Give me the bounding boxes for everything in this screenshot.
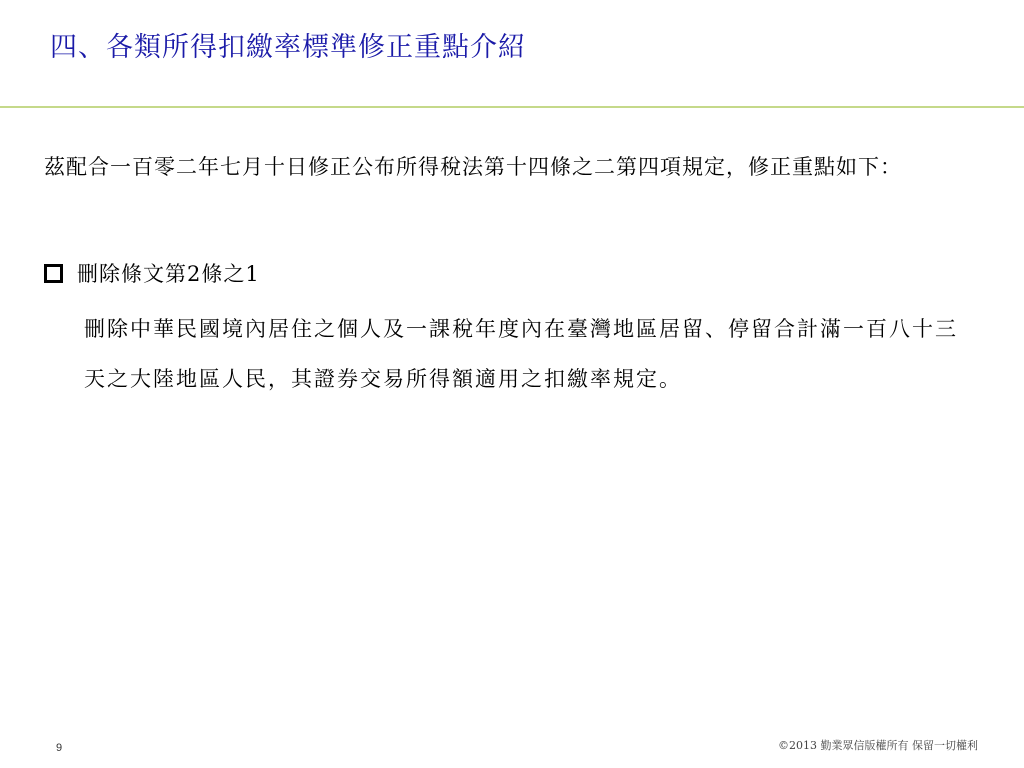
slide-title: 四、各類所得扣繳率標準修正重點介紹 [50, 32, 526, 63]
title-divider [0, 106, 1024, 108]
copyright-notice: ©2013 勤業眾信版權所有 保留一切權利 [778, 739, 978, 752]
bullet-label: 刪除條文第2條之1 [77, 262, 260, 286]
bullet-item [44, 248, 260, 298]
intro-paragraph: 茲配合一百零二年七月十日修正公布所得稅法第十四條之二第四項規定，修正重點如下： [44, 155, 902, 179]
page-number: 9 [56, 742, 63, 754]
bullet-body-paragraph: 刪除中華民國境內居住之個人及一課稅年度內在臺灣地區居留、停留合計滿一百八十三天之大陸地區人民，其證券交易所得額適用之扣繳率規定。 [84, 317, 958, 391]
hollow-square-bullet-icon [44, 264, 63, 283]
